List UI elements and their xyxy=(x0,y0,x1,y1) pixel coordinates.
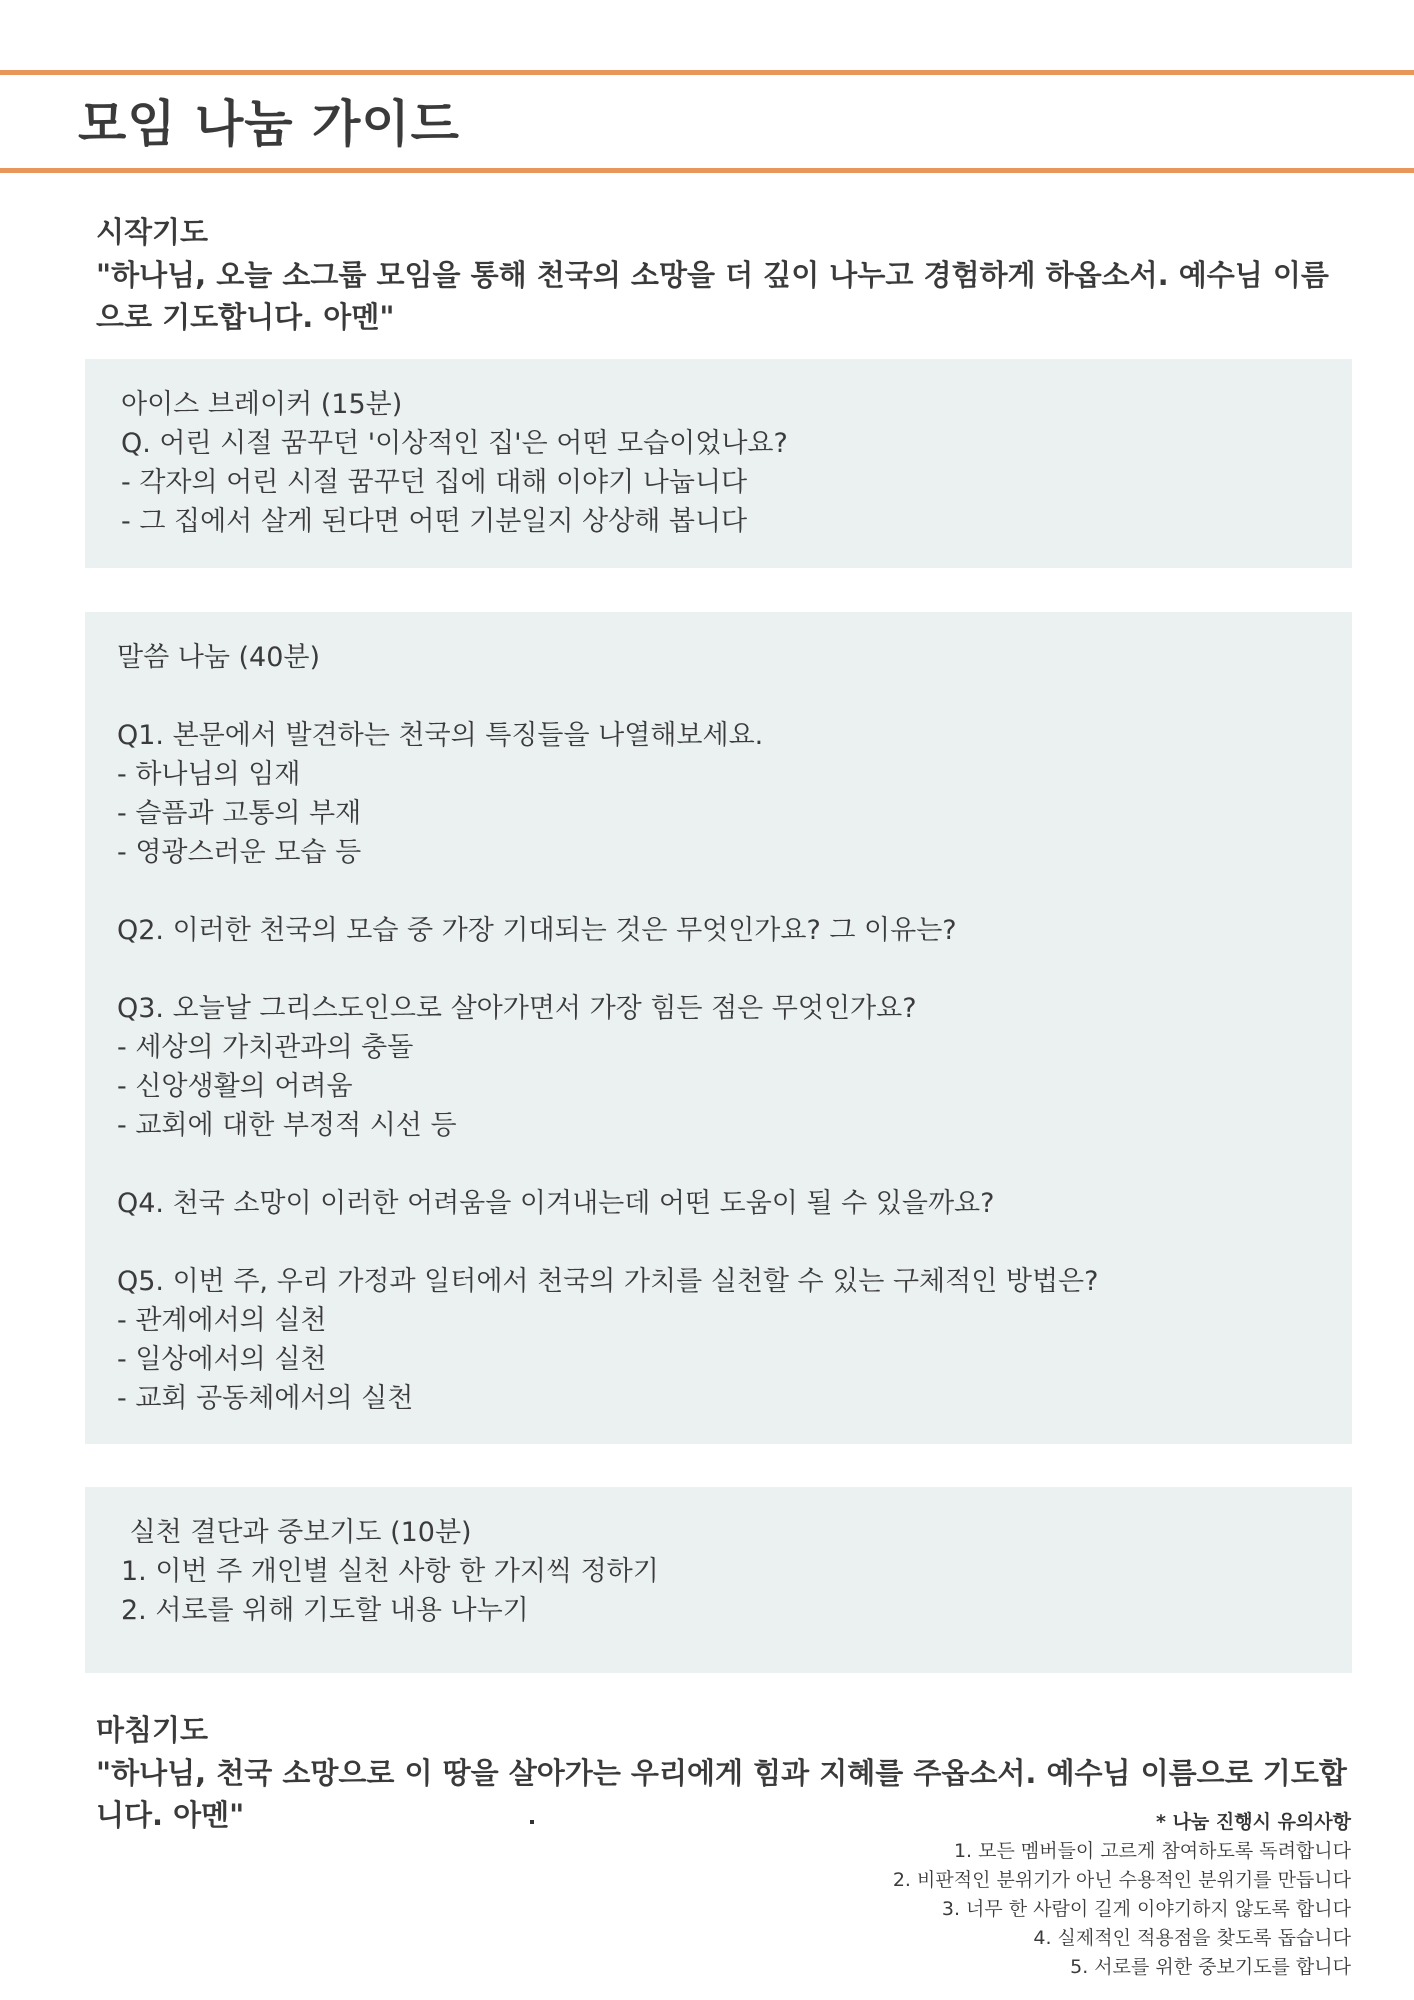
facilitation-notes xyxy=(893,1807,1351,1982)
spacer-line xyxy=(117,872,1352,911)
icebreaker-question: Q. 어린 시절 꿈꾸던 '이상적인 집'은 어떤 모습이었나요? xyxy=(121,428,788,459)
stray-dot xyxy=(530,1820,534,1824)
notes-item: 3. 너무 한 사람이 길게 이야기하지 않도록 합니다 xyxy=(941,1898,1351,1920)
spacer-line xyxy=(117,950,1352,989)
question-3: Q3. 오늘날 그리스도인으로 살아가면서 가장 힘든 점은 무엇인가요? xyxy=(117,993,917,1024)
word-sharing-box xyxy=(85,612,1352,1444)
page-title: 모임 나눔 가이드 xyxy=(78,95,460,153)
question-3-point: - 세상의 가치관과의 충돌 xyxy=(117,1032,414,1063)
notes-item: 5. 서로를 위한 중보기도를 합니다 xyxy=(1070,1956,1351,1978)
question-1: Q1. 본문에서 발견하는 천국의 특징들을 나열해보세요. xyxy=(117,720,764,751)
question-5-point: - 교회 공동체에서의 실천 xyxy=(117,1383,414,1414)
icebreaker-point: - 그 집에서 살게 된다면 어떤 기분일지 상상해 봅니다 xyxy=(121,506,748,537)
question-1-point: - 하나님의 임재 xyxy=(117,759,301,790)
action-heading: 실천 결단과 중보기도 (10분) xyxy=(121,1517,472,1548)
opening-prayer xyxy=(96,210,1356,338)
icebreaker-point: - 각자의 어린 시절 꿈꾸던 집에 대해 이야기 나눕니다 xyxy=(121,467,748,498)
action-item: 1. 이번 주 개인별 실천 사항 한 가지씩 정하기 xyxy=(121,1556,659,1587)
notes-heading: * 나눔 진행시 유의사항 xyxy=(1156,1811,1351,1833)
question-3-point: - 신앙생활의 어려움 xyxy=(117,1071,353,1102)
word-sharing-heading: 말씀 나눔 (40분) xyxy=(117,642,320,673)
notes-item: 1. 모든 멤버들이 고르게 참여하도록 독려합니다 xyxy=(953,1840,1351,1862)
question-5: Q5. 이번 주, 우리 가정과 일터에서 천국의 가치를 실천할 수 있는 구체적인 방법은? xyxy=(117,1266,1099,1297)
question-5-point: - 일상에서의 실천 xyxy=(117,1344,327,1375)
opening-prayer-text: "하나님, 오늘 소그룹 모임을 통해 천국의 소망을 더 깊이 나누고 경험하게 하옵소서. 예수님 이름으로 기도합니다. 아멘" xyxy=(96,258,1329,334)
header-top-rule xyxy=(0,70,1414,75)
action-prayer-box xyxy=(85,1487,1352,1673)
spacer-line xyxy=(117,1223,1352,1262)
icebreaker-heading: 아이스 브레이커 (15분) xyxy=(121,389,403,420)
question-1-point: - 슬픔과 고통의 부재 xyxy=(117,798,362,829)
action-item: 2. 서로를 위해 기도할 내용 나누기 xyxy=(121,1595,529,1626)
notes-item: 2. 비판적인 분위기가 아닌 수용적인 분위기를 만듭니다 xyxy=(892,1869,1351,1891)
closing-prayer-text: "하나님, 천국 소망으로 이 땅을 살아가는 우리에게 힘과 지혜를 주옵소서. 예수님 이름으로 기도합니다. 아멘" xyxy=(96,1756,1347,1832)
question-2: Q2. 이러한 천국의 모습 중 가장 기대되는 것은 무엇인가요? 그 이유는? xyxy=(117,915,957,946)
closing-prayer-heading: 마침기도 xyxy=(96,1713,209,1747)
icebreaker-box xyxy=(85,359,1352,568)
spacer-line xyxy=(117,677,1352,716)
opening-prayer-heading: 시작기도 xyxy=(96,215,209,249)
question-4: Q4. 천국 소망이 이러한 어려움을 이겨내는데 어떤 도움이 될 수 있을까요? xyxy=(117,1188,995,1219)
question-3-point: - 교회에 대한 부정적 시선 등 xyxy=(117,1110,457,1141)
notes-item: 4. 실제적인 적용점을 찾도록 돕습니다 xyxy=(1033,1927,1351,1949)
question-5-point: - 관계에서의 실천 xyxy=(117,1305,327,1336)
header-bottom-rule xyxy=(0,168,1414,173)
spacer-line xyxy=(117,1145,1352,1184)
question-1-point: - 영광스러운 모습 등 xyxy=(117,837,362,868)
